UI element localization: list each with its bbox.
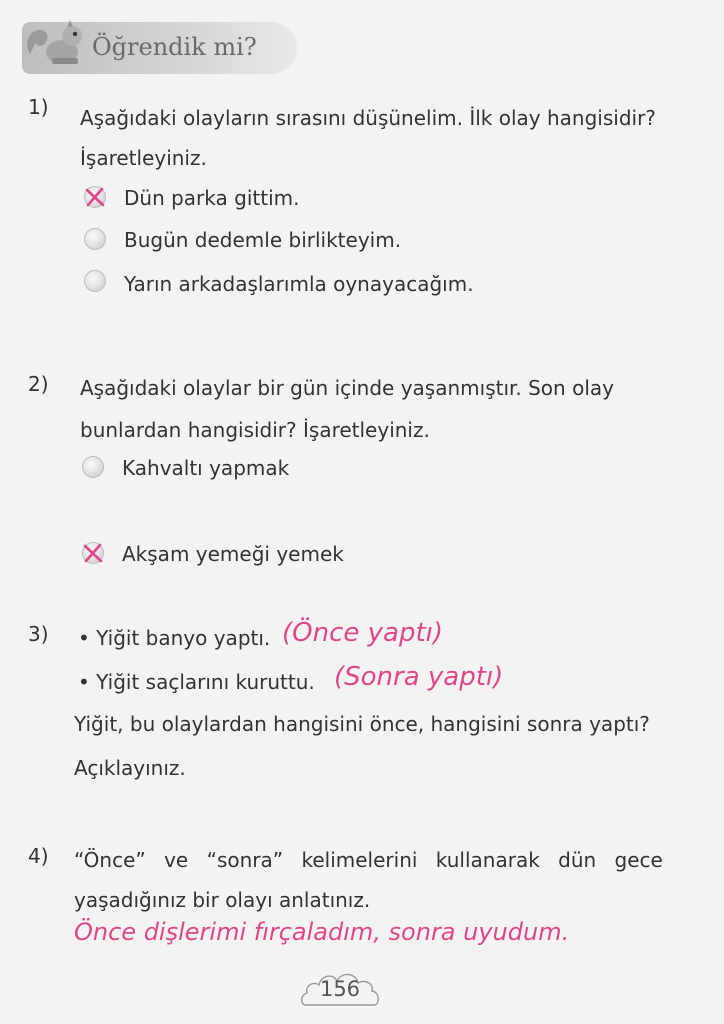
question-3-handwritten-answer-1: (Önce yaptı) [282, 618, 444, 648]
question-1-option-1-radio[interactable] [84, 186, 106, 208]
squirrel-icon [22, 14, 92, 72]
question-1-option-2-label: Bugün dedemle birlikteyim. [124, 228, 402, 252]
question-3-handwritten-answer-2: (Sonra yaptı) [334, 662, 504, 692]
question-1-number: 1) [28, 95, 49, 119]
question-4-text-line-2: yaşadığınız bir olayı anlatınız. [74, 888, 371, 912]
question-3-text-line-1: Yiğit, bu olaylardan hangisini önce, hangisini sonra yaptı? [74, 712, 650, 736]
question-2-option-2-label: Akşam yemeği yemek [122, 542, 344, 566]
question-4-text-line-1: “Önce” ve “sonra” kelimelerini kullanarak dün gece [74, 848, 663, 872]
question-3-text-line-2: Açıklayınız. [74, 756, 186, 780]
question-2-text-line-1: Aşağıdaki olaylar bir gün içinde yaşanmıştır. Son olay [80, 376, 614, 400]
question-1-option-1-label: Dün parka gittim. [124, 186, 300, 210]
page-number: 156 [319, 977, 361, 1001]
question-2-option-1-label: Kahvaltı yapmak [122, 456, 290, 480]
question-3-bullet-2: • Yiğit saçlarını kuruttu. [78, 670, 315, 694]
question-3-number: 3) [28, 622, 49, 646]
question-4-number: 4) [28, 844, 49, 868]
question-1-text-line-1: Aşağıdaki olayların sırasını düşünelim. İlk olay hangisidir? [80, 106, 656, 130]
question-1-option-3-label: Yarın arkadaşlarımla oynayacağım. [124, 272, 474, 296]
question-2-option-1-radio[interactable] [82, 456, 104, 478]
page-title: Öğrendik mi? [92, 33, 257, 61]
cross-mark-icon [80, 540, 106, 566]
question-1-text-line-2: İşaretleyiniz. [80, 146, 207, 170]
cross-mark-icon [82, 184, 108, 210]
question-1-option-2-radio[interactable] [84, 228, 106, 250]
question-2-number: 2) [28, 372, 49, 396]
question-1-option-3-radio[interactable] [84, 270, 106, 292]
page-number-badge [298, 965, 382, 1009]
question-2-text-line-2: bunlardan hangisidir? İşaretleyiniz. [80, 418, 430, 442]
question-2-option-2-radio[interactable] [82, 542, 104, 564]
question-3-bullet-1: • Yiğit banyo yaptı. [78, 626, 271, 650]
question-4-handwritten-answer: Önce dişlerimi fırçaladım, sonra uyudum. [74, 918, 570, 946]
